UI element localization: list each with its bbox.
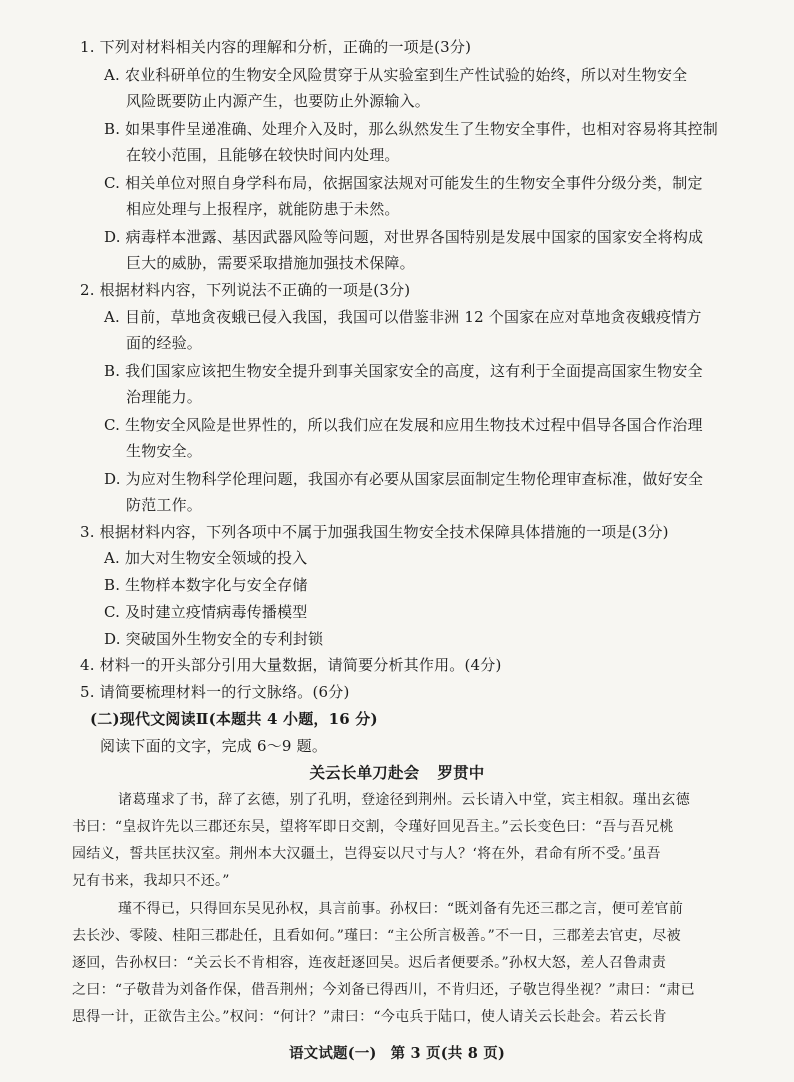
q3-option-c: C. 及时建立疫情病毒传播模型 <box>104 603 308 621</box>
passage-p2-line4: 之曰：“子敬昔为刘备作保，借吾荆州；今刘备已得西川，不肯归还，子敬岂得坐视？”肃曰：“肃已 <box>72 982 695 998</box>
q3-option-d: D. 突破国外生物安全的专利封锁 <box>104 630 324 648</box>
passage-p2-line1: 瑾不得已，只得回东吴见孙权，具言前事。孙权曰：“既刘备有先还三郡之言，便可差官前 <box>118 901 684 917</box>
q1-option-d-line2: 巨大的威胁，需要采取措施加强技术保障。 <box>126 254 415 272</box>
q1-option-a-line1: A. 农业科研单位的生物安全风险贯穿于从实验室到生产性试验的始终，所以对生物安全 <box>104 66 688 84</box>
q1-option-b-line1: B. 如果事件呈递准确、处理介入及时，那么纵然发生了生物安全事件，也相对容易将其控制 <box>104 120 718 138</box>
q3-option-b: B. 生物样本数字化与安全存储 <box>104 576 308 594</box>
passage-p1-line3: 园结义，誓共匡扶汉室。荆州本大汉疆土，岂得妄以尺寸与人？‘将在外，君命有所不受。’虽吾 <box>72 846 661 862</box>
passage-p2-line5: 思得一计，正欲告主公。”权问：“何计？”肃曰：“今屯兵于陆口，使人请关云长赴会。若云长肯 <box>72 1009 667 1025</box>
article-author: 罗贯中 <box>437 763 485 782</box>
section-heading: (二)现代文阅读Ⅱ(本题共 4 小题，16 分) <box>90 710 378 728</box>
q3-option-a: A. 加大对生物安全领域的投入 <box>104 549 308 567</box>
article-title-line <box>0 763 794 783</box>
question-5-stem: 5. 请简要梳理材料一的行文脉络。(6分) <box>80 683 350 701</box>
q2-option-c-line1: C. 生物安全风险是世界性的，所以我们应在发展和应用生物技术过程中倡导各国合作治理 <box>104 416 703 434</box>
q2-option-c-line2: 生物安全。 <box>126 442 203 460</box>
q2-option-d-line2: 防范工作。 <box>126 496 203 514</box>
footer-page-number: 第 3 页(共 8 页) <box>390 1045 506 1062</box>
passage-p2-line2: 去长沙、零陵、桂阳三郡赴任，且看如何。”瑾曰：“主公所言极善。”不一日，三郡差去官吏，尽被 <box>72 928 681 944</box>
page-footer <box>0 1044 794 1064</box>
section-instruction: 阅读下面的文字，完成 6～9 题。 <box>100 737 328 755</box>
passage-p1-line4: 兄有书来，我却只不还。” <box>72 873 230 889</box>
q1-option-b-line2: 在较小范围，且能够在较快时间内处理。 <box>126 146 400 164</box>
passage-p1-line1: 诸葛瑾求了书，辞了玄德，别了孔明，登途径到荆州。云长请入中堂，宾主相叙。瑾出玄德 <box>118 792 690 808</box>
q1-option-c-line1: C. 相关单位对照自身学科布局，依据国家法规对可能发生的生物安全事件分级分类，制定 <box>104 174 703 192</box>
q2-option-b-line1: B. 我们国家应该把生物安全提升到事关国家安全的高度，这有利于全面提高国家生物安全 <box>104 362 703 380</box>
passage-p1-line2: 书曰：“皇叔许先以三郡还东吴，望将军即日交割，令瑾好回见吾主。”云长变色曰：“吾与吾兄桃 <box>72 819 674 835</box>
question-2-stem: 2. 根据材料内容，下列说法不正确的一项是(3分) <box>80 281 411 299</box>
q1-option-c-line2: 相应处理与上报程序，就能防患于未然。 <box>126 200 400 218</box>
footer-subject: 语文试题(一) <box>288 1045 377 1062</box>
q2-option-a-line1: A. 目前，草地贪夜蛾已侵入我国，我国可以借鉴非洲 12 个国家在应对草地贪夜蛾疫情方 <box>104 308 702 326</box>
question-1-stem: 1. 下列对材料相关内容的理解和分析，正确的一项是(3分) <box>80 38 472 56</box>
question-3-stem: 3. 根据材料内容，下列各项中不属于加强我国生物安全技术保障具体措施的一项是(3分) <box>80 523 669 541</box>
q1-option-a-line2: 风险既要防止内源产生，也要防止外源输入。 <box>126 92 431 110</box>
passage-p2-line3: 逐回，告孙权曰：“关云长不肯相容，连夜赶逐回吴。迟后者便要杀。”孙权大怒，差人召鲁肃责 <box>72 955 667 971</box>
q2-option-d-line1: D. 为应对生物科学伦理问题，我国亦有必要从国家层面制定生物伦理审查标准，做好安全 <box>104 470 704 488</box>
q2-option-a-line2: 面的经验。 <box>126 334 203 352</box>
q1-option-d-line1: D. 病毒样本泄露、基因武器风险等问题，对世界各国特别是发展中国家的国家安全将构成 <box>104 228 704 246</box>
article-title: 关云长单刀赴会 <box>309 763 420 782</box>
q2-option-b-line2: 治理能力。 <box>126 388 203 406</box>
question-4-stem: 4. 材料一的开头部分引用大量数据，请简要分析其作用。(4分) <box>80 656 502 674</box>
